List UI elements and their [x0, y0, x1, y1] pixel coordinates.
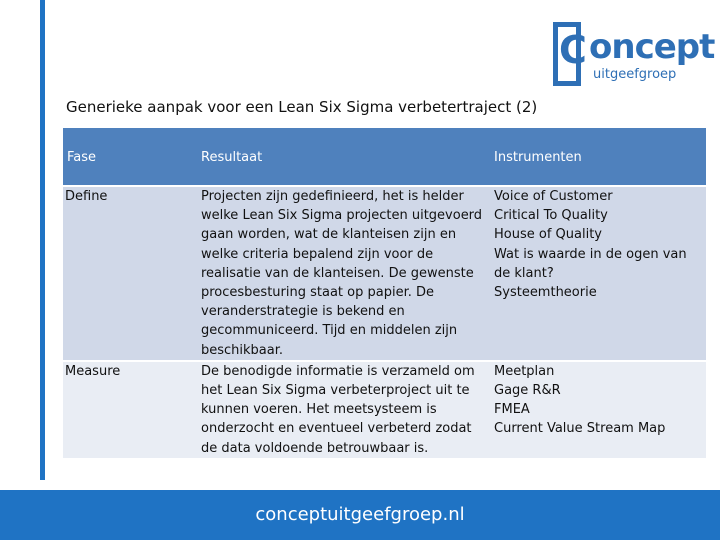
header-result: Resultaat [201, 149, 263, 165]
phase-cell: Measure [63, 361, 197, 458]
instrument-item: Critical To Quality [494, 208, 608, 224]
instrument-item: Gage R&R [494, 383, 561, 399]
header-phase: Fase [67, 149, 97, 165]
header-instruments: Instrumenten [494, 149, 582, 165]
logo-initial: C [559, 28, 587, 72]
instrument-item: Voice of Customer [494, 189, 613, 204]
instrument-item: House of Quality [494, 227, 602, 243]
table-row [63, 361, 706, 458]
approach-table [63, 128, 706, 458]
result-cell: Projecten zijn gedefinieerd, het is helder welke Lean Six Sigma projecten uitgevoerd gaan worden, wat de klanteisen zijn en welke criteria bepalend zijn voor de realisatie van de klanteisen. De gewenste procesbesturing staat op papier. De veranderstrategie is bekend en gecommuniceerd. Tijd en middelen zijn beschikbaar. [197, 186, 490, 361]
logo-name: oncept [589, 27, 715, 67]
logo-subtitle: uitgeefgroep [593, 67, 677, 82]
instrument-item: FMEA [494, 402, 530, 418]
concept-logo [553, 22, 715, 94]
instrument-item: Meetplan [494, 363, 555, 379]
instruments-cell [490, 186, 706, 361]
table-row [63, 186, 706, 361]
instrument-item: Systeemtheorie [494, 285, 597, 301]
instrument-item: Wat is waarde in de ogen van de klant? [494, 246, 687, 281]
result-cell: De benodigde informatie is verzameld om het Lean Six Sigma verbeterproject uit te kunnen voeren. Het meetsysteem is onderzocht en eventueel verbeterd zodat de data voldoende betrouwbaar is. [197, 361, 490, 458]
footer-url[interactable]: conceptuitgeefgroep.nl [255, 504, 465, 525]
instrument-item: Current Value Stream Map [494, 421, 666, 437]
phase-cell: Define [63, 186, 197, 361]
table-header-row [63, 128, 706, 186]
slide-title: Generieke aanpak voor een Lean Six Sigma verbetertraject (2) [66, 98, 538, 116]
footer-bar [0, 490, 720, 540]
left-accent-bar [40, 0, 45, 480]
instruments-cell [490, 361, 706, 458]
